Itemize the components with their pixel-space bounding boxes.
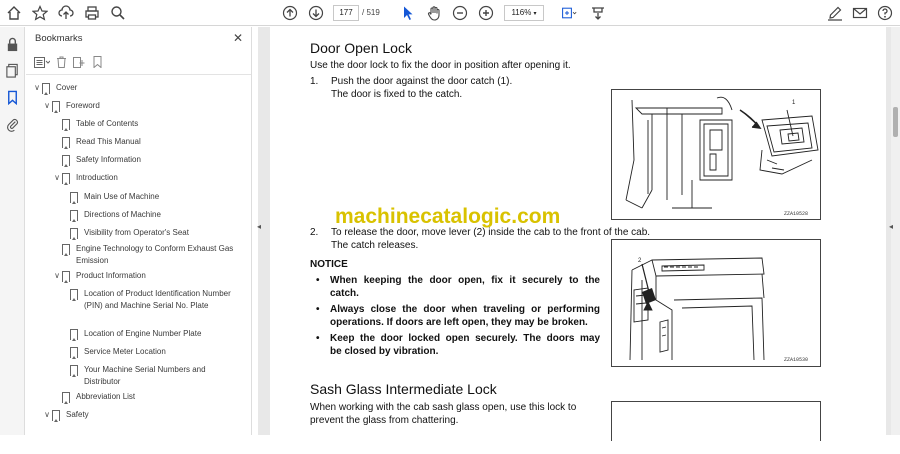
notice-bullet-line: Keep the door locked open securely. The doors may: [330, 333, 600, 344]
bookmark-flag-icon: [62, 155, 70, 166]
lock-icon[interactable]: [5, 37, 20, 52]
bookmark-label: Visibility from Operator's Seat: [84, 228, 189, 237]
bookmark-item[interactable]: [52, 172, 241, 184]
bookmark-label: Product Information: [76, 271, 146, 280]
bookmark-flag-icon: [62, 173, 70, 184]
bookmark-item[interactable]: [70, 328, 241, 340]
bookmark-label: Read This Manual: [76, 137, 141, 146]
search-icon[interactable]: [108, 3, 128, 23]
document-scroll-thumb[interactable]: [893, 107, 898, 137]
mail-icon[interactable]: [850, 3, 870, 23]
bookmark-item[interactable]: [52, 243, 241, 267]
bookmark-flag-icon: [70, 365, 78, 376]
bookmark-label: Cover: [56, 83, 78, 92]
page-down-icon[interactable]: [306, 3, 326, 23]
bookmark-label: Safety Information: [76, 155, 141, 164]
bookmark-label: Foreword: [66, 101, 100, 110]
bookmark-label: Abbreviation List: [76, 392, 136, 401]
step1-number: 1.: [310, 76, 319, 87]
bookmark-label: Table of Contents: [76, 119, 139, 128]
tag-bookmark-icon[interactable]: [92, 56, 103, 68]
heading-door-open-lock: Door Open Lock: [310, 40, 412, 56]
bookmark-icon[interactable]: [5, 90, 20, 105]
home-icon[interactable]: [4, 3, 24, 23]
step2-text-b: The catch releases.: [331, 240, 419, 251]
expand-right-pane-arrow[interactable]: ◂: [889, 222, 894, 231]
bookmark-flag-icon: [62, 392, 70, 403]
bookmark-label: Your Machine Serial Numbers and Distributor: [84, 365, 206, 386]
bookmark-tools: [34, 53, 103, 71]
bookmark-item[interactable]: [32, 82, 241, 94]
select-cursor-icon[interactable]: [398, 3, 418, 23]
bookmark-item[interactable]: [70, 364, 241, 388]
bookmark-item[interactable]: [70, 346, 241, 358]
bookmark-flag-icon: [70, 228, 78, 239]
step1-text-b: The door is fixed to the catch.: [331, 89, 463, 100]
pages-icon[interactable]: [5, 63, 20, 78]
panel-title: Bookmarks: [35, 33, 83, 44]
chevron-down-icon: ▾: [533, 11, 537, 17]
bookmark-flag-icon: [70, 289, 78, 300]
chevron-down-icon[interactable]: ∨: [34, 83, 40, 92]
print-icon[interactable]: [82, 3, 102, 23]
fit-page-icon[interactable]: [557, 3, 581, 23]
bookmarks-panel: [26, 27, 252, 435]
chevron-down-icon[interactable]: ∨: [44, 410, 50, 419]
step2-text-a: To release the door, move lever (2) inside the cab to the front of the cab.: [331, 227, 651, 238]
bookmark-label: Location of Product Identification Number (PIN) and Machine Serial No. Plate: [84, 289, 231, 310]
notice-bullet-line: Always close the door when traveling or performing: [330, 304, 600, 315]
delete-icon[interactable]: [56, 56, 67, 68]
notice-bullet-line: When keeping the door open, fix it securely to the: [330, 275, 600, 286]
zoom-value: 116%: [511, 8, 532, 17]
figure-release-lever: [611, 239, 821, 367]
edit-sign-icon[interactable]: [825, 3, 845, 23]
close-icon[interactable]: ✕: [233, 31, 244, 45]
chevron-down-icon[interactable]: ∨: [54, 173, 60, 182]
fig2-caption: ZZA10530: [784, 357, 809, 363]
page-number-input[interactable]: 177: [333, 5, 359, 21]
document-page: [270, 27, 886, 435]
chevron-down-icon[interactable]: ∨: [44, 101, 50, 110]
fig1-callout: 1: [792, 100, 796, 106]
bookmark-item[interactable]: [52, 118, 241, 130]
watermark-text: machinecatalogic.com: [335, 205, 561, 228]
bookmark-label: Introduction: [76, 173, 118, 182]
bookmark-flag-icon: [62, 119, 70, 130]
bookmark-flag-icon: [52, 410, 60, 421]
release-lever-illustration: [612, 240, 820, 366]
door-catch-illustration: [612, 90, 820, 219]
zoom-out-icon[interactable]: [450, 3, 470, 23]
document-area: [258, 27, 900, 435]
notice-bullet-line: catch.: [330, 288, 359, 299]
options-icon[interactable]: [34, 57, 50, 68]
bookmark-flag-icon: [62, 137, 70, 148]
hand-icon[interactable]: [424, 3, 444, 23]
left-rail: [0, 27, 25, 435]
scroll-mode-icon[interactable]: [588, 3, 608, 23]
page-count: / 519: [362, 8, 380, 17]
bookmark-label: Main Use of Machine: [84, 192, 160, 201]
page-up-icon[interactable]: [280, 3, 300, 23]
bookmark-flag-icon: [52, 101, 60, 112]
upload-icon[interactable]: [56, 3, 76, 23]
divider: [26, 74, 251, 75]
bookmark-item[interactable]: [70, 191, 241, 203]
bookmark-flag-icon: [42, 83, 50, 94]
new-bookmark-icon[interactable]: [73, 56, 86, 68]
bookmark-label: Engine Technology to Conform Exhaust Gas Emission: [76, 244, 234, 265]
fig2-callout: 2: [638, 258, 642, 264]
bookmark-label: Service Meter Location: [84, 347, 166, 356]
sash-text-a: When working with the cab sash glass open, use this lock to: [310, 402, 577, 413]
bookmark-item[interactable]: [52, 154, 241, 166]
star-icon[interactable]: [30, 3, 50, 23]
chevron-down-icon[interactable]: ∨: [54, 271, 60, 280]
bullet-dot: •: [316, 304, 320, 315]
intro-text: Use the door lock to fix the door in position after opening it.: [310, 60, 571, 71]
zoom-in-icon[interactable]: [476, 3, 496, 23]
bookmark-label: Location of Engine Number Plate: [84, 329, 202, 338]
bookmark-item[interactable]: [70, 209, 241, 221]
bookmark-label: Safety: [66, 410, 89, 419]
bookmark-flag-icon: [62, 271, 70, 282]
step1-text-a: Push the door against the door catch (1).: [331, 76, 513, 87]
bookmark-flag-icon: [62, 244, 70, 255]
bookmark-label: Directions of Machine: [84, 210, 161, 219]
bookmark-item[interactable]: [52, 136, 241, 148]
bookmark-item[interactable]: [42, 409, 241, 421]
bookmark-flag-icon: [70, 329, 78, 340]
figure-sash-glass: [611, 401, 821, 441]
bookmark-flag-icon: [70, 347, 78, 358]
attachment-icon[interactable]: [5, 117, 20, 132]
bullet-dot: •: [316, 333, 320, 344]
notice-bullet-line: operations. If doors are left open, they may be broken.: [330, 317, 588, 328]
bookmark-flag-icon: [70, 192, 78, 203]
help-icon[interactable]: [875, 3, 895, 23]
bookmark-list: [26, 79, 244, 435]
notice-bullet-line: be closed by vibration.: [330, 346, 439, 357]
document-scrollbar[interactable]: [891, 27, 900, 435]
step2-number: 2.: [310, 227, 319, 238]
toolbar: [0, 0, 900, 26]
fig1-caption: ZZA10528: [784, 211, 809, 217]
figure-door-catch: [611, 89, 821, 220]
bookmark-item[interactable]: [52, 391, 241, 403]
bookmark-item[interactable]: [42, 100, 241, 112]
bullet-dot: •: [316, 275, 320, 286]
bookmark-item[interactable]: [70, 288, 241, 312]
notice-heading: NOTICE: [310, 259, 348, 270]
sash-text-b: prevent the glass from chattering.: [310, 415, 459, 426]
bookmark-flag-icon: [70, 210, 78, 221]
heading-sash-glass-lock: Sash Glass Intermediate Lock: [310, 381, 497, 397]
bookmark-item[interactable]: [52, 270, 241, 282]
collapse-panel-arrow[interactable]: ◂: [257, 222, 262, 231]
zoom-level-select[interactable]: [504, 5, 544, 21]
bookmark-item[interactable]: [70, 227, 241, 239]
